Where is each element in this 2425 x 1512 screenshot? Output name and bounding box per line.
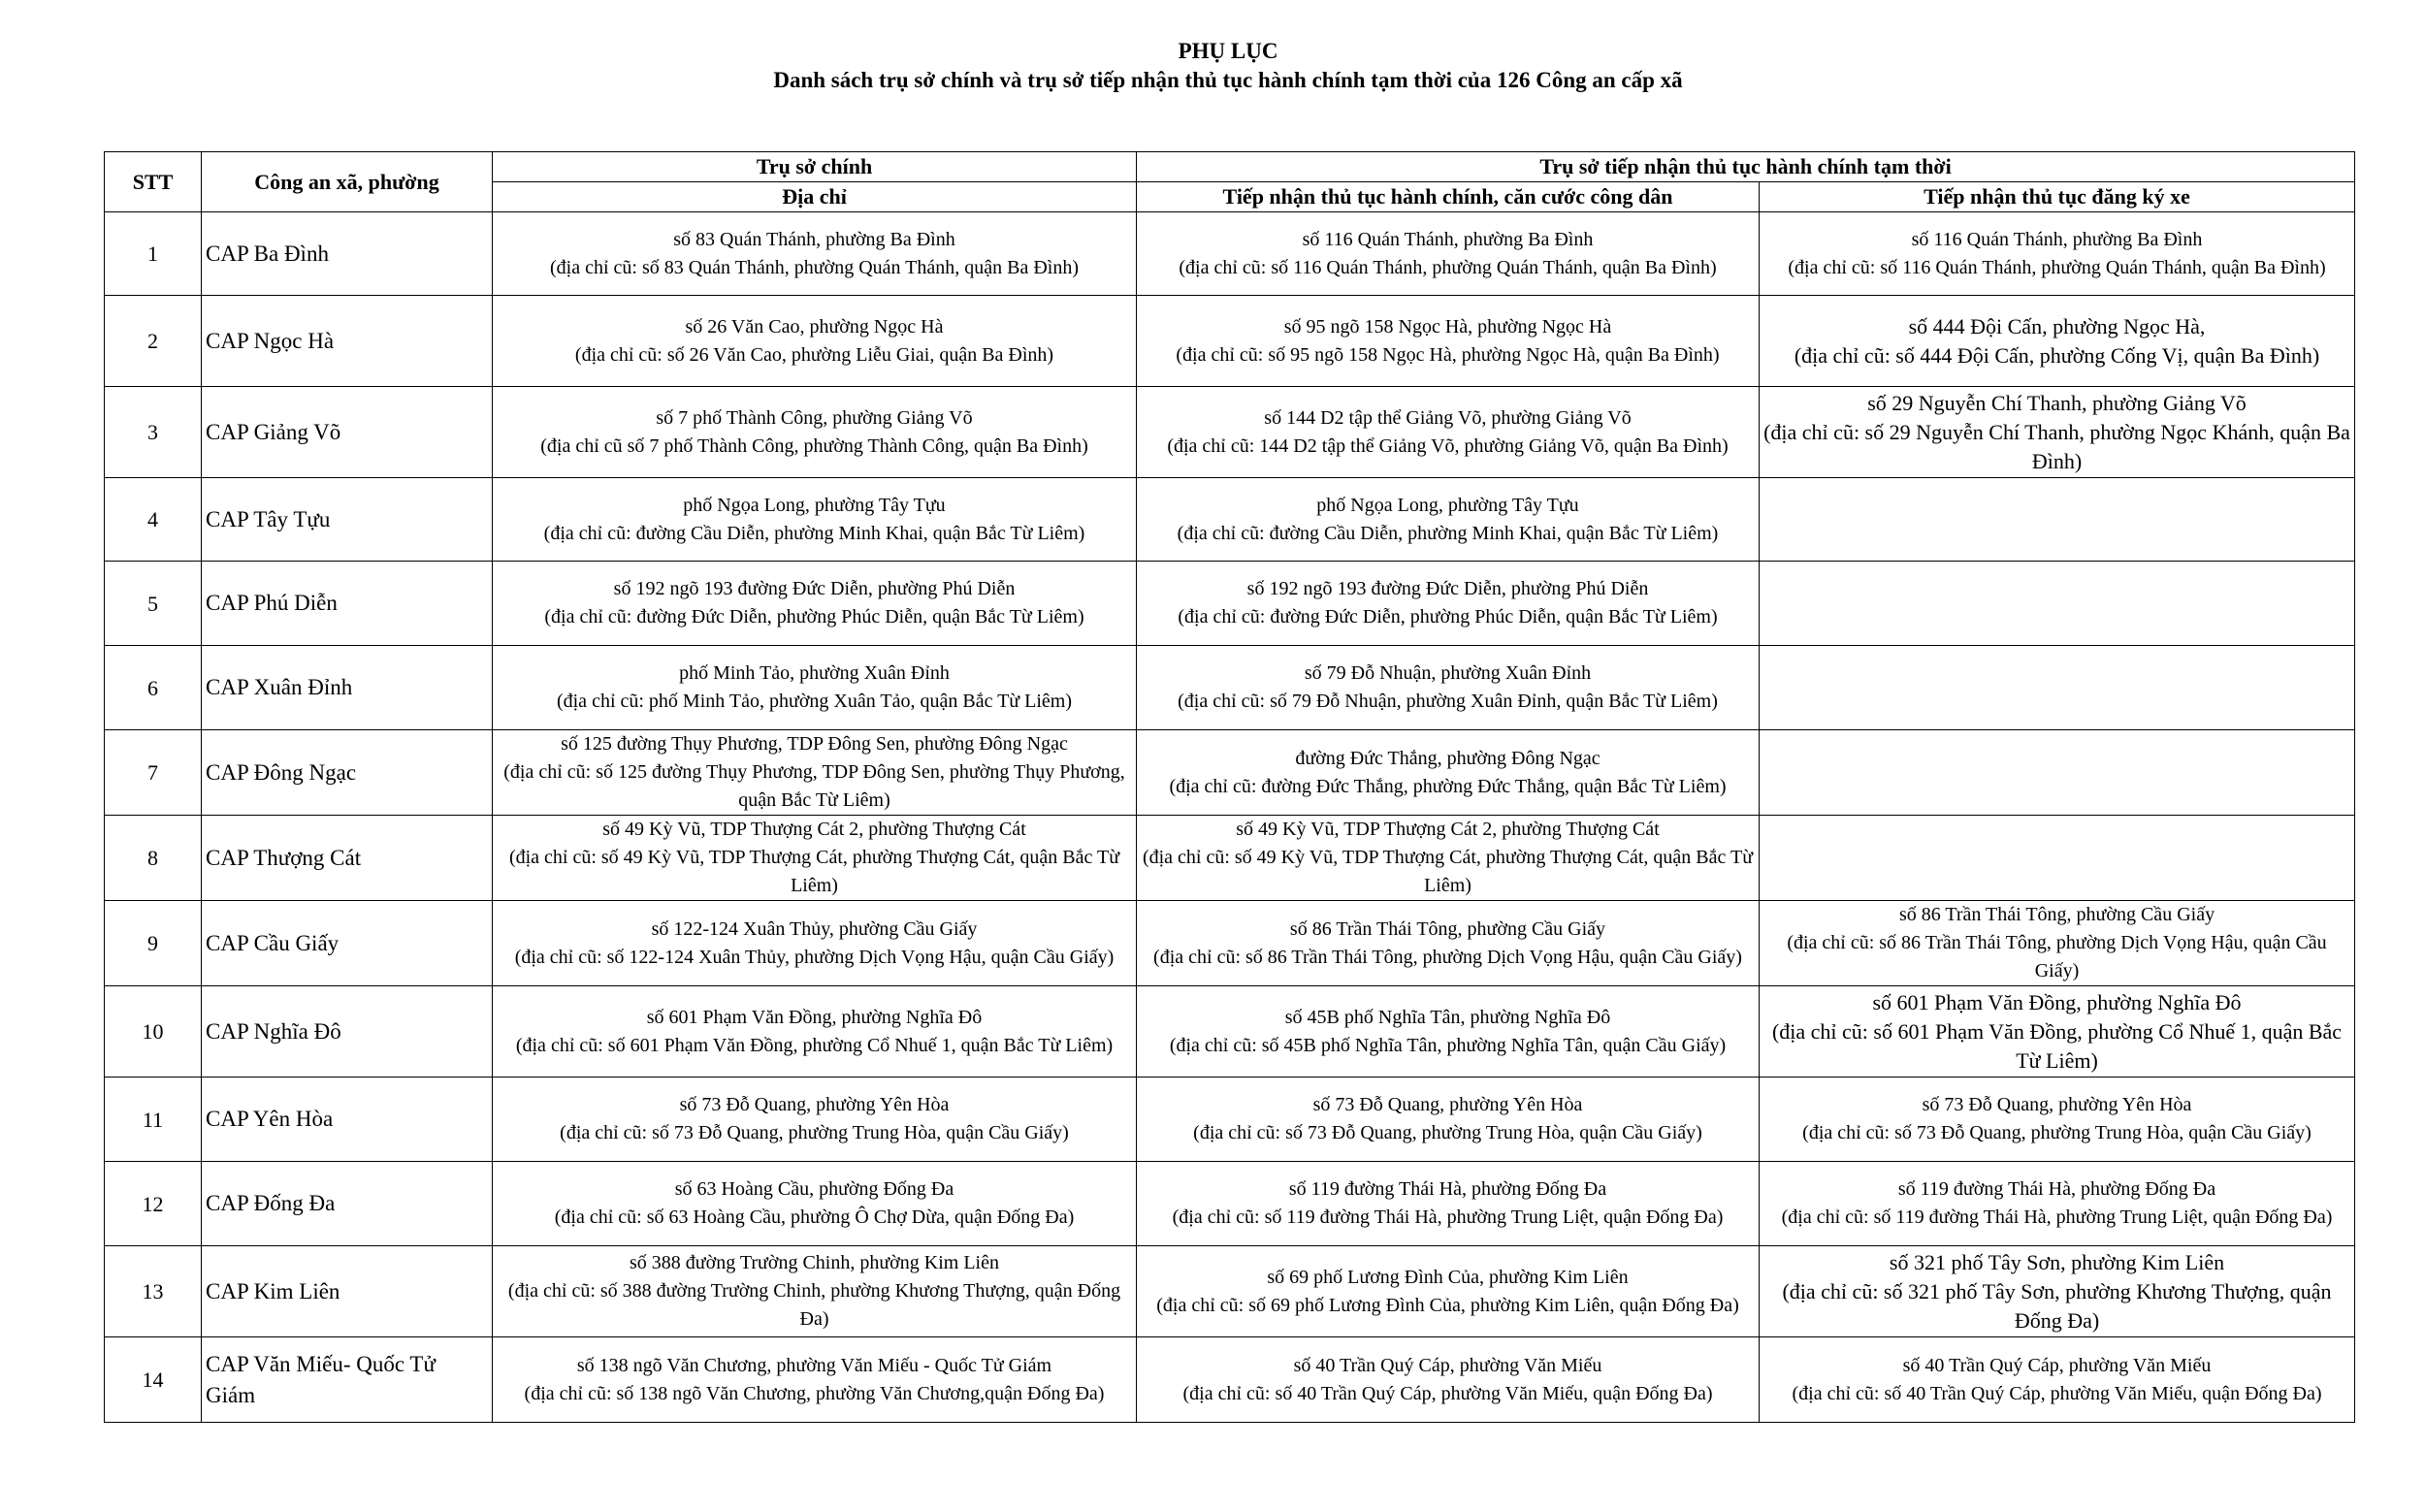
new-address: số 7 phố Thành Công, phường Giảng Võ [656,406,973,429]
page-subtitle: Danh sách trụ sở chính và trụ sở tiếp nhận thủ tục hành chính tạm thời của 126 Công an cấp xã [773,68,1683,92]
row-admin-address [1137,387,1760,478]
new-address: số 86 Trần Thái Tông, phường Cầu Giấy [1289,917,1606,940]
row-stt: 12 [105,1162,202,1246]
new-address: số 138 ngõ Văn Chương, phường Văn Miếu - Quốc Tử Giám [576,1354,1052,1376]
table-row [105,986,2355,1078]
row-unit-name: CAP Yên Hòa [202,1078,493,1162]
old-address: (địa chỉ cũ: số 79 Đỗ Nhuận, phường Xuân Đỉnh, quận Bắc Từ Liêm) [1178,691,1718,712]
row-admin-address [1137,986,1760,1078]
table-row [105,730,2355,816]
old-address: (địa chỉ cũ: phố Minh Tảo, phường Xuân Tảo, quận Bắc Từ Liêm) [556,691,1073,712]
old-address: (địa chỉ cũ: số 49 Kỳ Vũ, TDP Thượng Cát, phường Thượng Cát, quận Bắc Từ Liêm) [1142,847,1754,896]
row-stt: 9 [105,901,202,986]
row-main-address [493,646,1137,730]
row-vehicle-address [1760,986,2355,1078]
old-address: (địa chỉ cũ: số 73 Đỗ Quang, phường Trung Hòa, quận Cầu Giấy) [1802,1122,2312,1143]
table-row [105,1078,2355,1162]
table-row [105,816,2355,901]
new-address: số 86 Trần Thái Tông, phường Cầu Giấy [1898,904,2215,925]
row-stt: 7 [105,730,202,816]
new-address: số 29 Nguyễn Chí Thanh, phường Giảng Võ [1867,390,2247,415]
new-address: phố Ngọa Long, phường Tây Tựu [1316,494,1579,516]
row-unit-name: CAP Thượng Cát [202,816,493,901]
old-address: (địa chỉ cũ: 144 D2 tập thể Giảng Võ, phường Giảng Võ, quận Ba Đình) [1167,434,1729,457]
new-address: số 26 Văn Cao, phường Ngọc Hà [685,315,944,338]
row-unit-name: CAP Giảng Võ [202,387,493,478]
new-address: số 192 ngõ 193 đường Đức Diễn, phường Phú Diễn [1246,578,1649,599]
row-main-address [493,1246,1137,1337]
row-main-address [493,1078,1137,1162]
row-admin-address [1137,901,1760,986]
old-address: (địa chỉ cũ số 7 phố Thành Công, phường Thành Công, quận Ba Đình) [540,434,1088,457]
old-address: (địa chỉ cũ: số 444 Đội Cấn, phường Cống Vị, quận Ba Đình) [1794,342,2320,368]
table-row [105,478,2355,562]
row-stt: 5 [105,562,202,646]
row-main-address [493,1337,1137,1423]
header-temp-vehicle: Tiếp nhận thủ tục đăng ký xe [1760,182,2355,212]
new-address: phố Minh Tảo, phường Xuân Đỉnh [679,662,950,684]
table-row [105,646,2355,730]
row-admin-address [1137,646,1760,730]
row-admin-address [1137,1078,1760,1162]
new-address: đường Đức Thắng, phường Đông Ngạc [1295,747,1600,769]
old-address: (địa chỉ cũ: số 388 đường Trường Chinh, phường Khương Thượng, quận Đống Đa) [507,1280,1121,1330]
old-address: (địa chỉ cũ: đường Đức Diễn, phường Phúc Diễn, quận Bắc Từ Liêm) [1178,606,1718,627]
old-address: (địa chỉ cũ: số 321 phố Tây Sơn, phường Khương Thượng, quận Đống Đa) [1782,1278,2332,1333]
new-address: số 601 Phạm Văn Đồng, phường Nghĩa Đô [1872,989,2242,1014]
appendix-table [104,151,2355,1423]
new-address: phố Ngọa Long, phường Tây Tựu [683,494,946,516]
row-main-address [493,387,1137,478]
row-vehicle-address [1760,816,2355,901]
table-row [105,901,2355,986]
new-address: số 192 ngõ 193 đường Đức Diễn, phường Phú Diễn [613,578,1016,599]
row-vehicle-address [1760,296,2355,387]
row-stt: 3 [105,387,202,478]
row-unit-name: CAP Đông Ngạc [202,730,493,816]
row-vehicle-address [1760,646,2355,730]
row-unit-name: CAP Đống Đa [202,1162,493,1246]
row-unit-name: CAP Phú Diễn [202,562,493,646]
new-address: số 444 Đội Cấn, phường Ngọc Hà, [1908,313,2206,338]
new-address: số 83 Quán Thánh, phường Ba Đình [673,228,955,250]
row-admin-address [1137,296,1760,387]
new-address: số 125 đường Thụy Phương, TDP Đông Sen, phường Đông Ngạc [561,733,1068,755]
row-admin-address [1137,1162,1760,1246]
header-main: Trụ sở chính [493,152,1137,182]
old-address: (địa chỉ cũ: số 86 Trần Thái Tông, phường Dịch Vọng Hậu, quận Cầu Giấy) [1787,932,2327,981]
old-address: (địa chỉ cũ: số 125 đường Thụy Phương, TDP Đông Sen, phường Thụy Phương, quận Bắc Từ Liêm) [503,761,1125,811]
row-vehicle-address [1760,478,2355,562]
row-stt: 1 [105,212,202,296]
new-address: số 119 đường Thái Hà, phường Đống Đa [1897,1178,2216,1200]
new-address: số 116 Quán Thánh, phường Ba Đình [1911,228,2203,250]
new-address: số 601 Phạm Văn Đồng, phường Nghĩa Đô [646,1006,983,1028]
new-address: số 45B phố Nghĩa Tân, phường Nghĩa Đô [1284,1006,1611,1028]
old-address: (địa chỉ cũ: số 69 phố Lương Đình Của, phường Kim Liên, quận Đống Đa) [1156,1294,1739,1316]
old-address: (địa chỉ cũ: đường Cầu Diễn, phường Minh Khai, quận Bắc Từ Liêm) [543,522,1085,544]
header-temp: Trụ sở tiếp nhận thủ tục hành chính tạm thời [1137,152,2355,182]
old-address: (địa chỉ cũ: đường Cầu Diễn, phường Minh Khai, quận Bắc Từ Liêm) [1177,522,1719,544]
new-address: số 116 Quán Thánh, phường Ba Đình [1302,228,1594,250]
row-unit-name: CAP Ba Đình [202,212,493,296]
title-block [0,37,2425,95]
old-address: (địa chỉ cũ: số 40 Trần Quý Cáp, phường Văn Miếu, quận Đống Đa) [1792,1382,2322,1404]
old-address: (địa chỉ cũ: số 49 Kỳ Vũ, TDP Thượng Cát, phường Thượng Cát, quận Bắc Từ Liêm) [508,847,1120,896]
row-stt: 6 [105,646,202,730]
old-address: (địa chỉ cũ: số 116 Quán Thánh, phường Quán Thánh, quận Ba Đình) [1179,256,1717,278]
row-main-address [493,901,1137,986]
new-address: số 144 D2 tập thể Giảng Võ, phường Giảng Võ [1264,406,1632,429]
new-address: số 95 ngõ 158 Ngọc Hà, phường Ngọc Hà [1283,315,1612,338]
row-main-address [493,296,1137,387]
table-row [105,1162,2355,1246]
row-vehicle-address [1760,1162,2355,1246]
old-address: (địa chỉ cũ: số 138 ngõ Văn Chương, phường Văn Chương,quận Đống Đa) [524,1382,1105,1404]
row-main-address [493,212,1137,296]
new-address: số 73 Đỗ Quang, phường Yên Hòa [1922,1094,2192,1115]
old-address: (địa chỉ cũ: số 73 Đỗ Quang, phường Trung Hòa, quận Cầu Giấy) [560,1122,1069,1143]
old-address: (địa chỉ cũ: số 601 Phạm Văn Đồng, phường Cổ Nhuế 1, quận Bắc Từ Liêm) [515,1034,1114,1056]
new-address: số 49 Kỳ Vũ, TDP Thượng Cát 2, phường Thượng Cát [602,819,1026,840]
table-body [105,212,2355,1423]
row-unit-name: CAP Cầu Giấy [202,901,493,986]
row-vehicle-address [1760,562,2355,646]
row-stt: 4 [105,478,202,562]
row-unit-name: CAP Văn Miếu- Quốc Tử Giám [202,1337,493,1423]
row-unit-name: CAP Xuân Đỉnh [202,646,493,730]
table-row [105,562,2355,646]
row-unit-name: CAP Tây Tựu [202,478,493,562]
row-vehicle-address [1760,212,2355,296]
old-address: (địa chỉ cũ: số 63 Hoàng Cầu, phường Ô Chợ Dừa, quận Đống Đa) [554,1206,1075,1228]
old-address: (địa chỉ cũ: số 86 Trần Thái Tông, phường Dịch Vọng Hậu, quận Cầu Giấy) [1153,946,1742,968]
old-address: (địa chỉ cũ: số 119 đường Thái Hà, phường Trung Liệt, quận Đống Đa) [1781,1206,2333,1228]
row-unit-name: CAP Kim Liên [202,1246,493,1337]
row-unit-name: CAP Nghĩa Đô [202,986,493,1078]
table-row [105,1337,2355,1423]
row-vehicle-address [1760,901,2355,986]
old-address: (địa chỉ cũ: đường Đức Thắng, phường Đức Thắng, quận Bắc Từ Liêm) [1169,775,1727,797]
new-address: số 122-124 Xuân Thủy, phường Cầu Giấy [651,917,978,940]
old-address: (địa chỉ cũ: số 116 Quán Thánh, phường Quán Thánh, quận Ba Đình) [1788,256,2326,278]
row-admin-address [1137,212,1760,296]
row-stt: 2 [105,296,202,387]
row-vehicle-address [1760,387,2355,478]
row-unit-name: CAP Ngọc Hà [202,296,493,387]
row-admin-address [1137,478,1760,562]
row-main-address [493,986,1137,1078]
row-main-address [493,478,1137,562]
row-stt: 11 [105,1078,202,1162]
old-address: (địa chỉ cũ: số 73 Đỗ Quang, phường Trung Hòa, quận Cầu Giấy) [1193,1122,1702,1143]
row-stt: 8 [105,816,202,901]
old-address: (địa chỉ cũ: số 119 đường Thái Hà, phường Trung Liệt, quận Đống Đa) [1172,1206,1724,1228]
row-admin-address [1137,1337,1760,1423]
row-admin-address [1137,730,1760,816]
header-row-1 [105,152,2355,182]
old-address: (địa chỉ cũ: đường Đức Diễn, phường Phúc Diễn, quận Bắc Từ Liêm) [544,606,1084,627]
row-admin-address [1137,816,1760,901]
table-row [105,212,2355,296]
row-admin-address [1137,562,1760,646]
row-admin-address [1137,1246,1760,1337]
old-address: (địa chỉ cũ: số 83 Quán Thánh, phường Quán Thánh, quận Ba Đình) [549,256,1080,278]
row-vehicle-address [1760,1078,2355,1162]
header-main-address: Địa chỉ [493,182,1137,212]
old-address: (địa chỉ cũ: số 40 Trần Quý Cáp, phường Văn Miếu, quận Đống Đa) [1182,1382,1713,1404]
new-address: số 79 Đỗ Nhuận, phường Xuân Đỉnh [1304,662,1592,684]
table-row [105,387,2355,478]
new-address: số 321 phố Tây Sơn, phường Kim Liên [1889,1249,2225,1274]
row-stt: 10 [105,986,202,1078]
table-row [105,1246,2355,1337]
row-stt: 14 [105,1337,202,1423]
row-main-address [493,730,1137,816]
header-name: Công an xã, phường [202,152,493,212]
new-address: số 40 Trần Quý Cáp, phường Văn Miếu [1902,1354,2212,1376]
new-address: số 73 Đỗ Quang, phường Yên Hòa [1312,1094,1583,1115]
old-address: (địa chỉ cũ: số 26 Văn Cao, phường Liễu Giai, quận Ba Đình) [574,343,1054,366]
new-address: số 40 Trần Quý Cáp, phường Văn Miếu [1293,1354,1602,1376]
page-title: PHỤ LỤC [1178,39,1278,63]
row-stt: 13 [105,1246,202,1337]
row-main-address [493,562,1137,646]
row-vehicle-address [1760,730,2355,816]
new-address: số 119 đường Thái Hà, phường Đống Đa [1288,1178,1607,1200]
row-vehicle-address [1760,1337,2355,1423]
row-vehicle-address [1760,1246,2355,1337]
old-address: (địa chỉ cũ: số 29 Nguyễn Chí Thanh, phường Ngọc Khánh, quận Ba Đình) [1763,419,2350,473]
new-address: số 49 Kỳ Vũ, TDP Thượng Cát 2, phường Thượng Cát [1236,819,1660,840]
old-address: (địa chỉ cũ: số 122-124 Xuân Thủy, phường Dịch Vọng Hậu, quận Cầu Giấy) [514,946,1115,968]
new-address: số 73 Đỗ Quang, phường Yên Hòa [679,1094,950,1115]
row-main-address [493,1162,1137,1246]
old-address: (địa chỉ cũ: số 601 Phạm Văn Đồng, phường Cổ Nhuế 1, quận Bắc Từ Liêm) [1771,1018,2343,1073]
header-stt: STT [105,152,202,212]
table-row [105,296,2355,387]
header-temp-admin: Tiếp nhận thủ tục hành chính, căn cước công dân [1137,182,1760,212]
row-main-address [493,816,1137,901]
new-address: số 63 Hoàng Cầu, phường Đống Đa [674,1178,954,1200]
old-address: (địa chỉ cũ: số 45B phố Nghĩa Tân, phường Nghĩa Tân, quận Cầu Giấy) [1169,1034,1727,1056]
new-address: số 69 phố Lương Đình Của, phường Kim Liên [1267,1266,1629,1288]
new-address: số 388 đường Trường Chinh, phường Kim Liên [630,1252,999,1273]
old-address: (địa chỉ cũ: số 95 ngõ 158 Ngọc Hà, phường Ngọc Hà, quận Ba Đình) [1176,343,1720,366]
